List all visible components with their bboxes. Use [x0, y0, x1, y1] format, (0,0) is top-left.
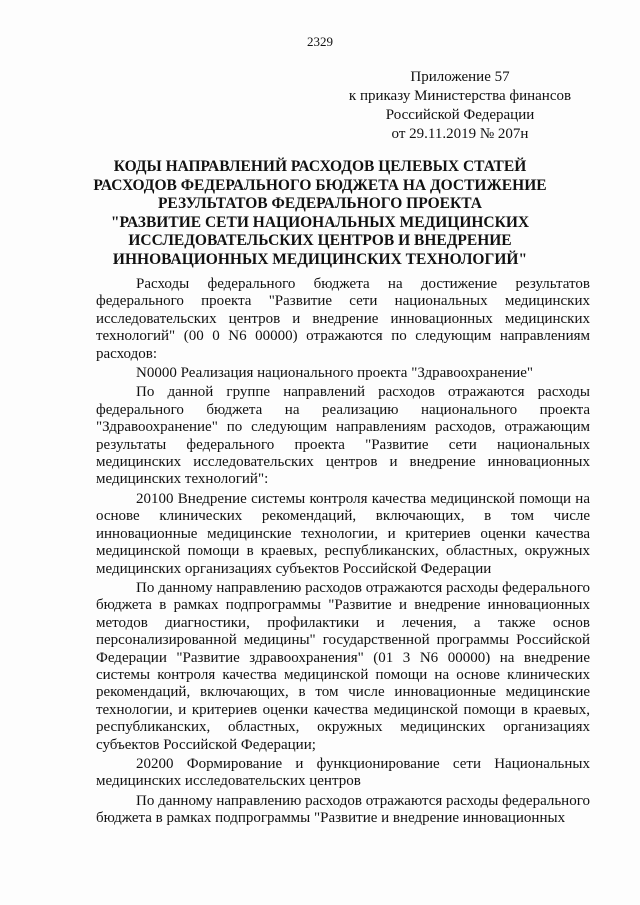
paragraph: N0000 Реализация национального проекта "Здравоохранение" — [136, 365, 534, 382]
title-line: ИННОВАЦИОННЫХ МЕДИЦИНСКИХ ТЕХНОЛОГИЙ" — [112, 250, 528, 268]
paragraph: По данной группе направлений расходов отражаются расходы федерального бюджета на реализацию национального проекта "Здравоохранение" по следующим направлениям расходов, отражающим результаты федерального проекта "Развитие сети национальных медицинских исследовательских центров и внедрение инновационных медицинских технологий": — [96, 384, 590, 488]
appendix-line: от 29.11.2019 № 207н — [391, 126, 529, 142]
paragraph: 20100 Внедрение системы контроля качества медицинской помощи на основе клинических рекомендаций, включающих, в том числе инновационные медицинские технологии, и критериев оценки качества медицинской помощи в краевых, республиканских, областных, окружных медицинских организациях субъектов Российской Федерации — [96, 490, 590, 577]
appendix-line: Приложение 57 — [410, 69, 510, 85]
title-line: ИССЛЕДОВАТЕЛЬСКИХ ЦЕНТРОВ И ВНЕДРЕНИЕ — [128, 232, 512, 249]
paragraph: По данному направлению расходов отражаются расходы федерального бюджета в рамках подпрограммы "Развитие и внедрение инновационных — [96, 792, 590, 827]
title-line: РАСХОДОВ ФЕДЕРАЛЬНОГО БЮДЖЕТА НА ДОСТИЖЕНИЕ — [93, 176, 547, 194]
page-number: 2329 — [307, 34, 333, 49]
paragraph: Расходы федерального бюджета на достижение результатов федерального проекта "Развитие сети национальных медицинских исследовательских центров и внедрение инновационных медицинских технологий" (00 0 N6 00000) отражаются по следующим направлениям расходов: — [96, 276, 590, 362]
paragraph: 20200 Формирование и функционирование сети Национальных медицинских исследовательских центров — [96, 755, 590, 790]
appendix-line: Российской Федерации — [385, 107, 535, 123]
appendix-line: к приказу Министерства финансов — [348, 88, 572, 104]
title-line: РЕЗУЛЬТАТОВ ФЕДЕРАЛЬНОГО ПРОЕКТА — [157, 195, 483, 212]
paragraph: По данному направлению расходов отражаются расходы федерального бюджета в рамках подпрограммы "Развитие и внедрение инновационных методов диагностики, профилактики и лечения, а также основ персонализированной медицины" государственной программы Российской Федерации "Развитие здравоохранения" (01 3 N6 00000) на внедрение системы контроля качества медицинской помощи на основе клинических рекомендаций, включающих, в том числе инновационные медицинские технологии, и критериев оценки качества медицинской помощи в краевых, республиканских, областных, окружных медицинских организациях субъектов Российской Федерации; — [96, 579, 590, 753]
document-title — [60, 158, 580, 269]
title-line: "РАЗВИТИЕ СЕТИ НАЦИОНАЛЬНЫХ МЕДИЦИНСКИХ — [110, 213, 530, 231]
appendix-header — [340, 68, 580, 144]
document-body — [96, 276, 590, 828]
title-line: КОДЫ НАПРАВЛЕНИЙ РАСХОДОВ ЦЕЛЕВЫХ СТАТЕЙ — [113, 158, 527, 175]
